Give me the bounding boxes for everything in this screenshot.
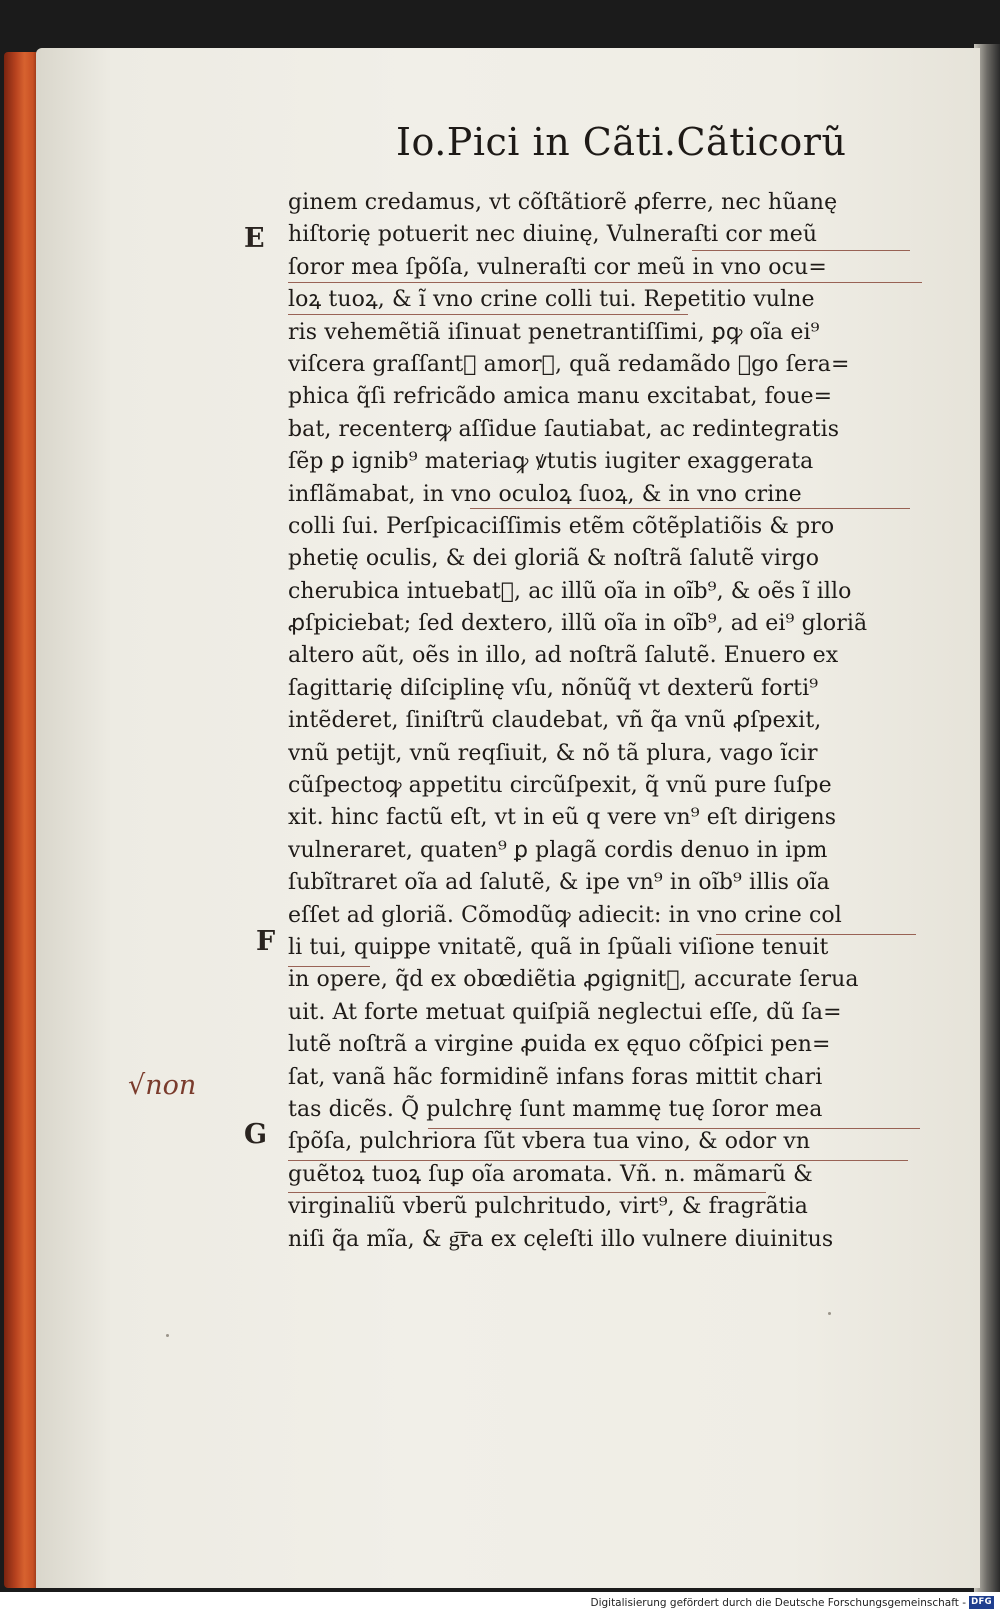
handwritten-underline [470, 508, 910, 509]
book-edge [4, 52, 38, 1588]
text-line: bat, recenterꝙ aſſidue ſautiabat, ac redintegratis [288, 416, 840, 442]
text-line: eſſet ad gloriã. Cõmodũꝙ adiecit: in vno crine col [288, 902, 842, 928]
text-line: ſat, vanã hãc formidinẽ infans foras mittit chari [288, 1064, 823, 1090]
text-line: hiſtorię potuerit nec diuinę, Vulneraſti cor meũ [288, 222, 818, 248]
running-title: Io.Pici in Cãti.Cãticorũ [396, 120, 847, 164]
text-line: intẽderet, ſiniſtrũ claudebat, vñ q̃a vnũ ꝓſpexit, [288, 708, 822, 734]
text-line: ꝓſpiciebat; ſed dextero, illũ oĩa in oĩb⁹, ad ei⁹ gloriã [288, 611, 868, 637]
text-line: in opere, q̃d ex obœdiẽtia ꝓgignit᷑, accurate ſerua [288, 967, 859, 993]
text-line: ſagittarię diſciplinę vſu, nõnũq̃ vt dexterũ forti⁹ [288, 675, 819, 701]
handwritten-underline [288, 1160, 908, 1161]
text-line: phica q̃ſi refricãdo amica manu excitabat, foue= [288, 384, 833, 410]
margin-letter-g: G [244, 1119, 268, 1150]
text-line: niſi q̃a mĩa, & g͞ra ex cęleſti illo vulnere diuinitus [288, 1226, 834, 1252]
text-line: loꝝ tuoꝝ, & ĩ vno crine colli tui. Repetitio vulne [288, 287, 815, 313]
main-text-block [288, 187, 940, 1256]
paper-spot [828, 1312, 831, 1315]
handwritten-underline [428, 1128, 920, 1129]
dfg-logo: DFG [969, 1596, 994, 1609]
text-line: lutẽ noſtrã a virgine ꝓuida ex ęquo cõſpici pen= [288, 1032, 831, 1058]
text-line: ſẽp ꝑ ignib⁹ materiaꝙ ꝟtutis iugiter exaggerata [288, 449, 814, 475]
text-line: ris vehemẽtiã iſinuat penetrantiſſimi, ꝑꝙ oĩa ei⁹ [288, 319, 820, 345]
text-line: ſubĩtraret oĩa ad ſalutẽ, & ipe vn⁹ in oĩb⁹ illis oĩa [288, 870, 830, 896]
handwritten-underline [288, 314, 688, 315]
text-line: uit. At forte metuat quiſpiã neglectui eſſe, dũ ſa= [288, 999, 842, 1025]
handwritten-margin-note: √non [128, 1070, 197, 1101]
handwritten-underline [692, 250, 910, 251]
handwritten-underline [288, 1192, 766, 1193]
margin-letter-f: F [256, 926, 276, 957]
text-line: li tui, quippe vnitatẽ, quã in ſpũali viſione tenuit [288, 934, 829, 960]
text-line: vnũ petijt, vnũ reqſiuit, & nõ tã plura, vago ĩcir [288, 740, 818, 766]
handwritten-underline [288, 966, 370, 967]
funding-credit: Digitalisierung gefördert durch die Deutsche Forschungsgemeinschaft - [590, 1597, 966, 1609]
text-line: colli ſui. Perſpicaciſſimis etẽm cõtẽplatiõis & pro [288, 513, 835, 539]
text-line: altero aũt, oẽs in illo, ad noſtrã ſalutẽ. Enuero ex [288, 643, 839, 669]
text-line: vulneraret, quaten⁹ ꝑ plagã cordis denuo in ipm [288, 837, 828, 863]
text-line: ſoror mea ſpõſa, vulneraſti cor meũ in vno ocu= [288, 254, 827, 280]
paper-spot [166, 1334, 169, 1337]
text-line: tas dicẽs. Q̃ pulchrę ſunt mammę tuę ſoror mea [288, 1096, 823, 1122]
text-line: cherubica intuebat᷑, ac illũ oĩa in oĩb⁹, & oẽs ĩ illo [288, 578, 852, 604]
margin-letter-e: E [244, 223, 265, 254]
handwritten-underline [288, 282, 922, 283]
handwritten-underline [716, 934, 916, 935]
text-line: phetię oculis, & dei gloriã & noſtrã ſalutẽ virgo [288, 546, 820, 572]
text-line: inflãmabat, in vno oculoꝝ ſuoꝝ, & in vno crine [288, 481, 802, 507]
text-line: ginem credamus, vt cõſtãtiorẽ ꝓferre, nec hũanę [288, 190, 838, 215]
text-line: cũſpectoꝙ appetitu circũſpexit, q̃ vnũ pure ſuſpe [288, 773, 832, 799]
text-line: virginaliũ vberũ pulchritudo, virt⁹, & fragrãtia [288, 1194, 808, 1220]
text-line: xit. hinc factũ eſt, vt in eũ q vere vn⁹ eſt dirigens [288, 805, 837, 831]
text-line: ſpõſa, pulchriora ſũt vbera tua vino, & odor vn [288, 1129, 811, 1155]
text-line: guẽtoꝝ tuoꝝ ſuꝑ oĩa aromata. Vñ. n. mãmarũ & [288, 1161, 813, 1187]
text-line: viſcera graſſant᷑ amor᷑, quã redamãdo ꝟgo ſera= [288, 351, 850, 377]
